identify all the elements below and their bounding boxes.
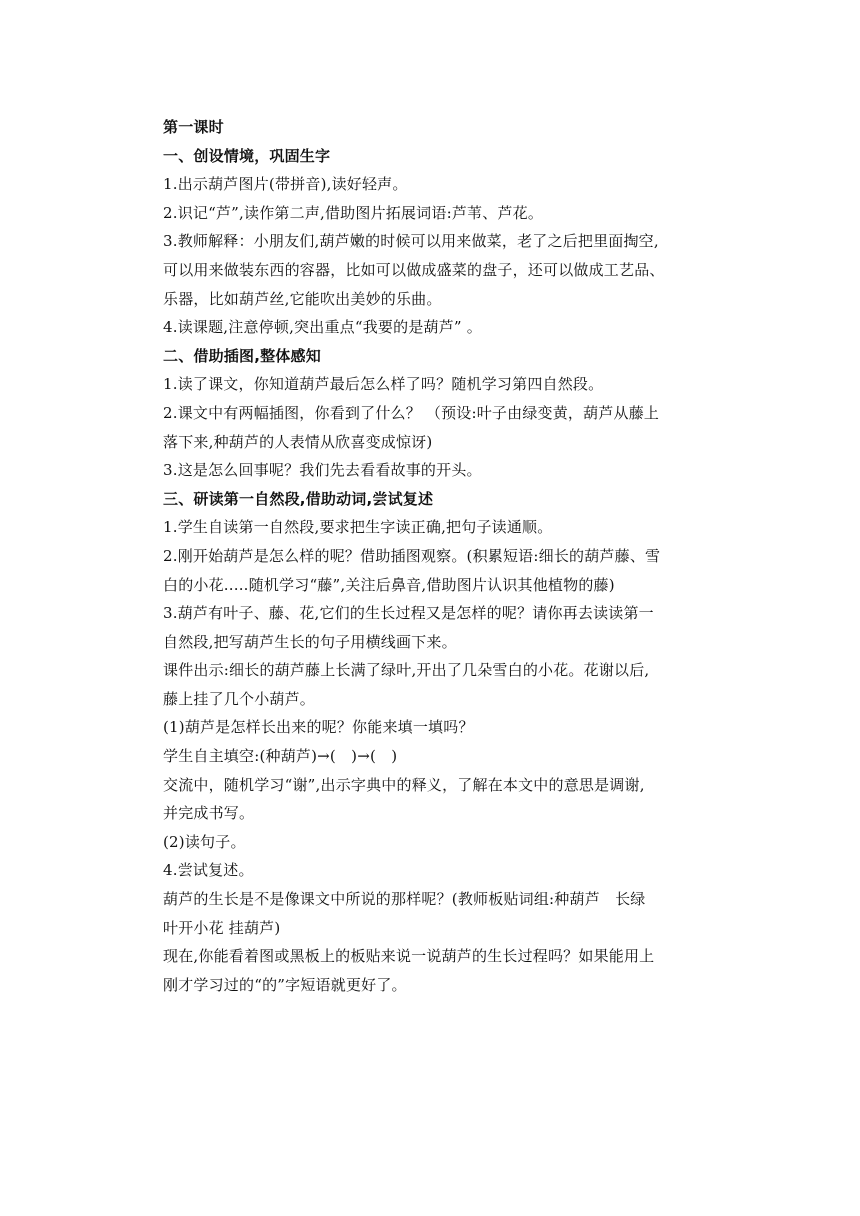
paragraph-line: 3.这是怎么回事呢？我们先去看看故事的开头。 [163, 461, 482, 480]
paragraph-line: 2.刚开始葫芦是怎么样的呢？借助插图观察。(积累短语:细长的葫芦藤、雪 [163, 546, 661, 565]
paragraph-line: 可以用来做装东西的容器，比如可以做成盛菜的盘子，还可以做成工艺品、 [163, 260, 665, 279]
paragraph-line: 现在,你能看着图或黑板上的板贴来说一说葫芦的生长过程吗？如果能用上 [163, 947, 655, 966]
paragraph-line: 落下来,种葫芦的人表情从欣喜变成惊讶) [163, 432, 433, 451]
section-heading: 一、创设情境，巩固生字 [163, 146, 331, 165]
section-heading: 第一课时 [163, 118, 224, 136]
paragraph-line: 3.葫芦有叶子、藤、花,它们的生长过程又是怎样的呢？请你再去读读第一 [163, 604, 654, 623]
paragraph-line: 2.识记“芦”,读作第二声,借助图片拓展词语:芦苇、芦花。 [163, 203, 544, 222]
paragraph-line: 交流中，随机学习“谢”,出示字典中的释义，了解在本文中的意思是调谢, [163, 775, 645, 794]
paragraph-line: 4.尝试复述。 [163, 861, 254, 880]
paragraph-line: 并完成书写。 [163, 804, 255, 823]
paragraph-line: 3.教师解释：小朋友们,葫芦嫩的时候可以用来做菜，老了之后把里面掏空, [163, 232, 659, 251]
paragraph-line: (2)读句子。 [163, 832, 246, 851]
paragraph-line: (1)葫芦是怎样长出来的呢？你能来填一填吗？ [163, 718, 474, 737]
document-body [163, 113, 735, 999]
paragraph-line: 1.读了课文，你知道葫芦最后怎么样了吗？随机学习第四自然段。 [163, 375, 604, 394]
section-heading: 三、研读第一自然段,借助动词,尝试复述 [163, 489, 434, 508]
paragraph-line: 白的小花.....随机学习“藤”,关注后鼻音,借助图片认识其他植物的藤) [163, 575, 615, 594]
paragraph-line: 叶开小花 挂葫芦) [163, 918, 281, 937]
paragraph-line: 课件出示:细长的葫芦藤上长满了绿叶,开出了几朵雪白的小花。花谢以后, [163, 661, 650, 680]
paragraph-line: 自然段,把写葫芦生长的句子用横线画下来。 [163, 632, 457, 651]
paragraph-line: 1.出示葫芦图片(带拼音),读好轻声。 [163, 175, 408, 194]
paragraph-line: 学生自主填空:(种葫芦)→( )→( ) [163, 747, 398, 766]
paragraph-line: 乐器，比如葫芦丝,它能吹出美妙的乐曲。 [163, 289, 442, 308]
paragraph-line: 1.学生自读第一自然段,要求把生字读正确,把句子读通顺。 [163, 518, 553, 537]
paragraph-line: 刚才学习过的“的”字短语就更好了。 [163, 975, 407, 994]
paragraph-line: 葫芦的生长是不是像课文中所说的那样呢？(教师板贴词组:种葫芦 长绿 [163, 890, 646, 909]
paragraph-line: 4.读课题,注意停顿,突出重点“我要的是葫芦” 。 [163, 318, 482, 337]
paragraph-line: 藤上挂了几个小葫芦。 [163, 689, 316, 708]
paragraph-line: 2.课文中有两幅插图，你看到了什么？ （预设:叶子由绿变黄，葫芦从藤上 [163, 403, 660, 422]
section-heading: 二、借助插图,整体感知 [163, 346, 321, 365]
